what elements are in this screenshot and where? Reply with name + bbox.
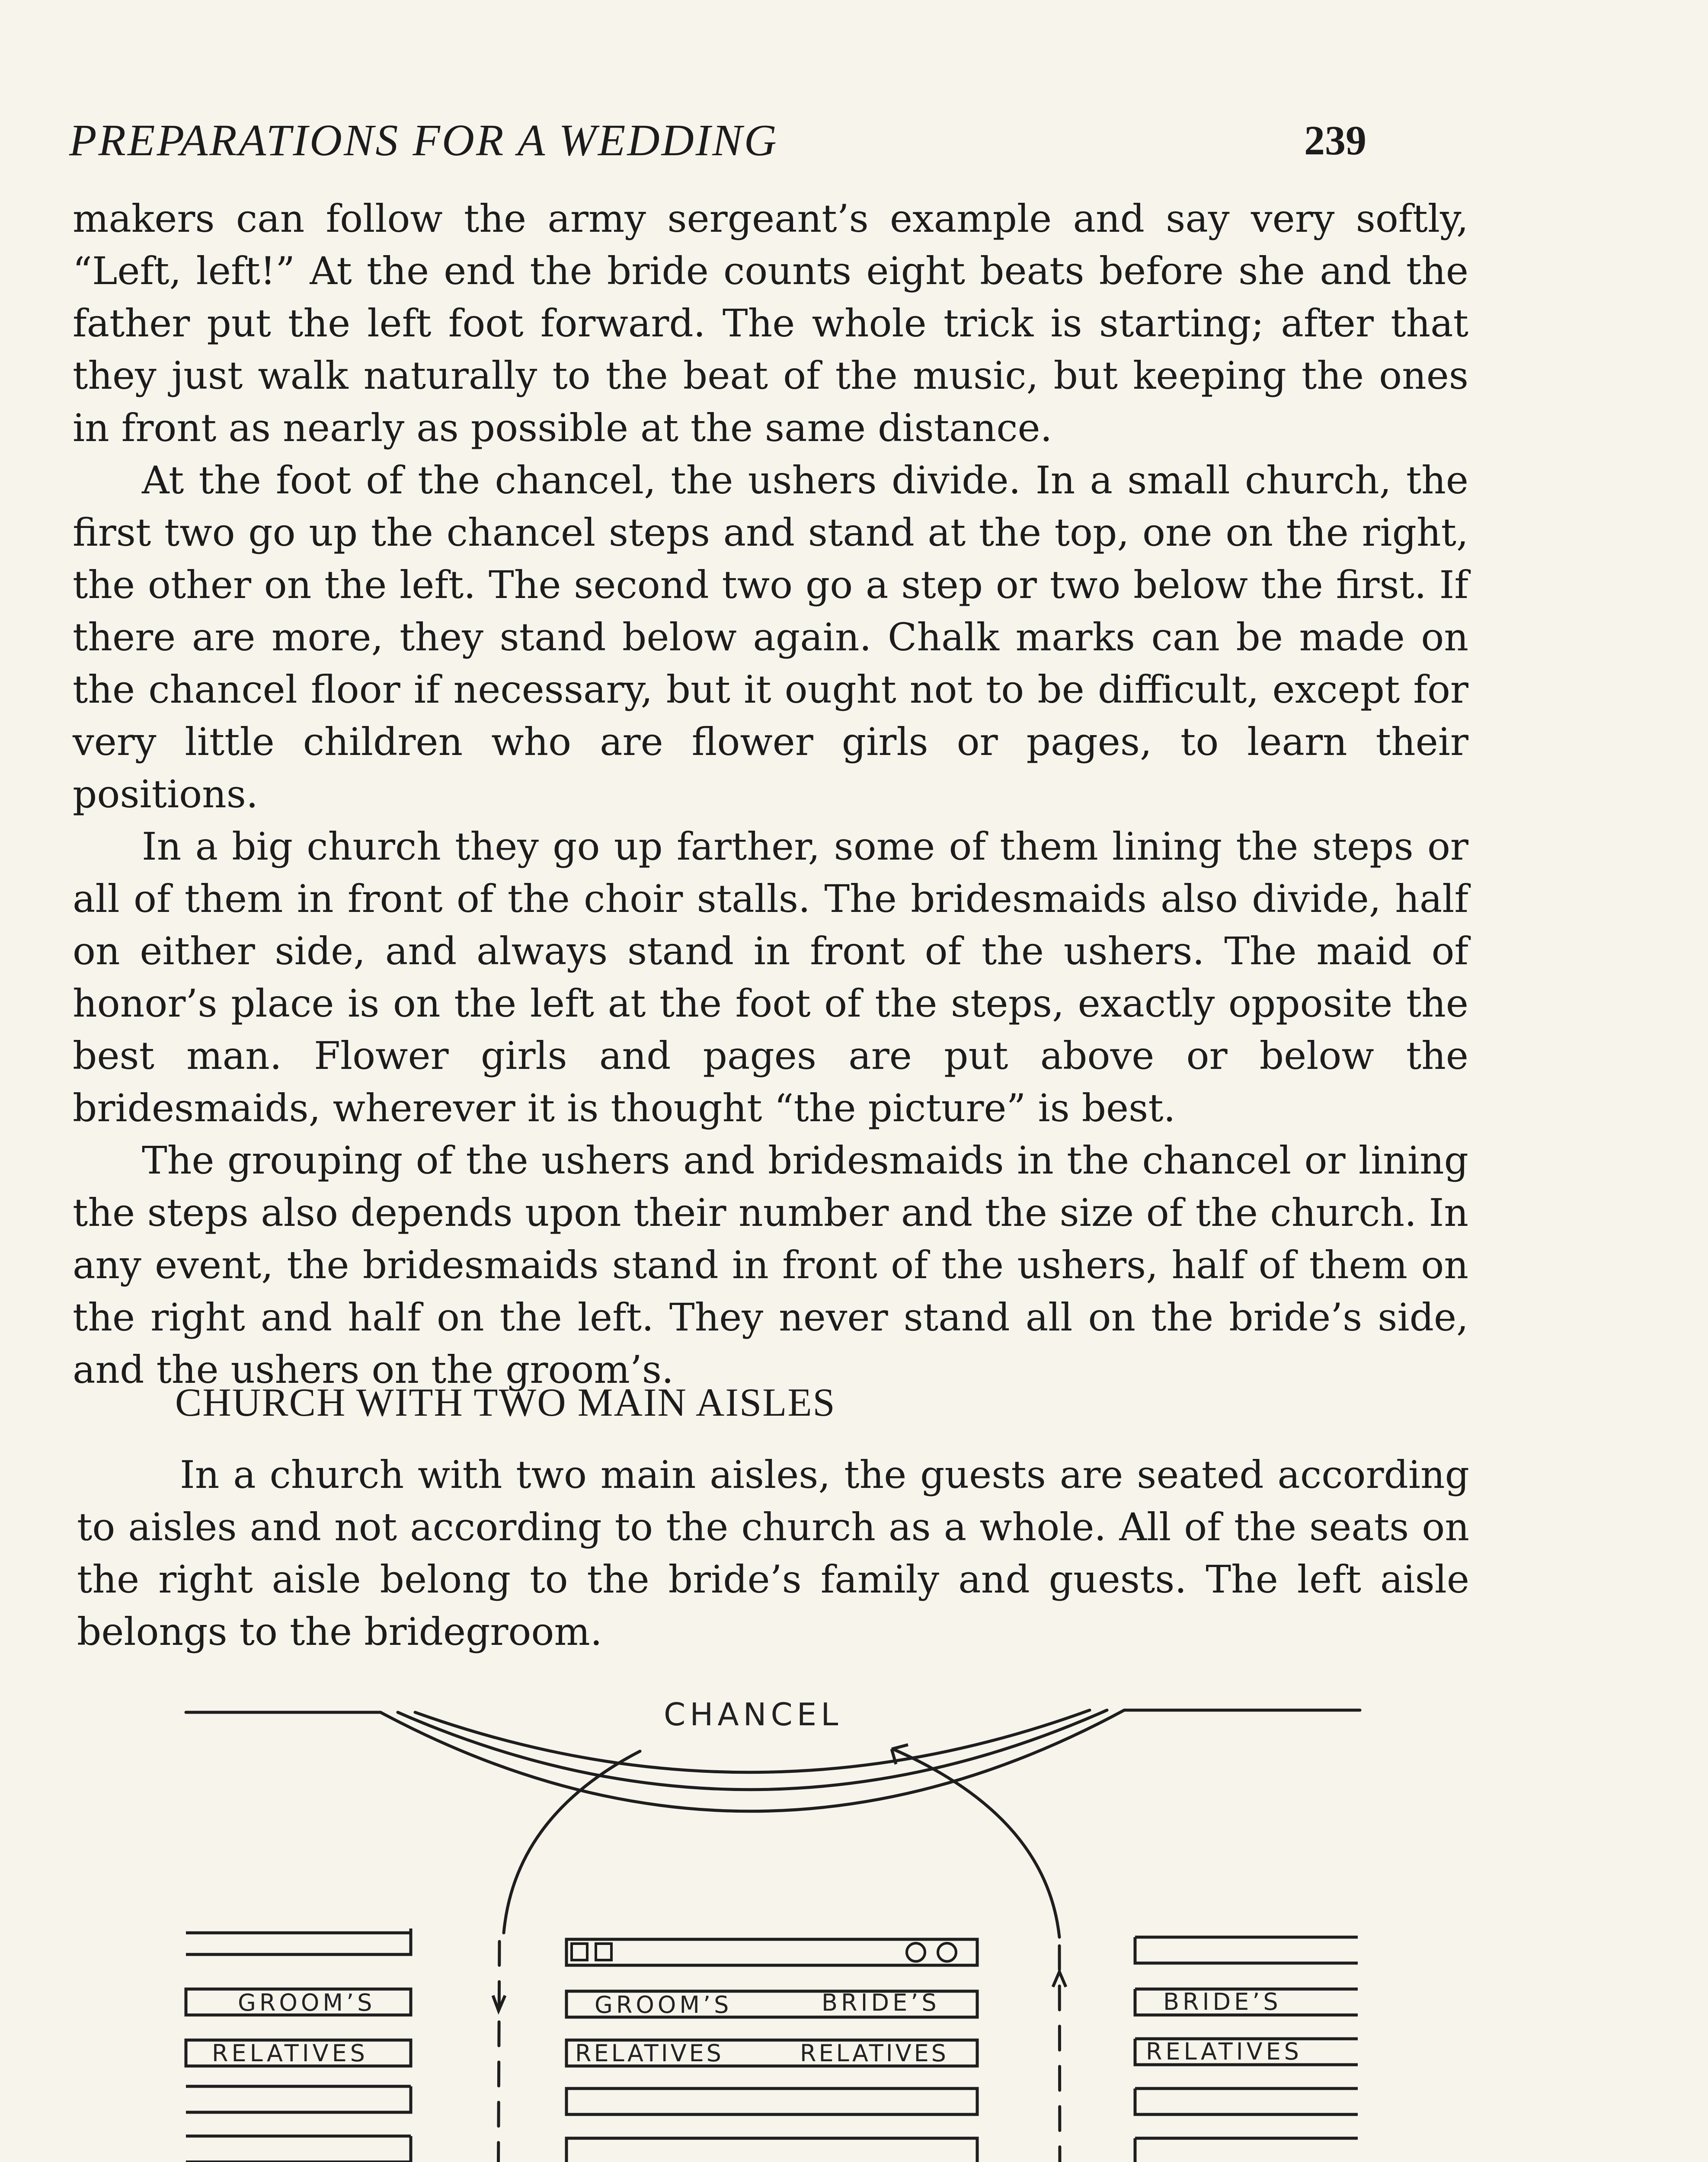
page-number: 239 <box>1304 117 1366 163</box>
right-pew-label-2: RELATIVES <box>1146 2038 1302 2065</box>
paragraph: In a church with two main aisles, the guests are seated according to aisles and not according to the church as a whole. All of the seats on the right aisle belong to the bride’s family and guests. The left aisle belongs to the bridegroom. <box>77 1452 1469 1654</box>
paragraph: makers can follow the army sergeant’s example and say very softly, “Left, left!” At the end the bride counts eight beats before she and the father put the left foot forward. The whole trick is starting; after that they just walk naturally to the beat of the music, but keeping the ones in front as nearly as possible at the same distance. <box>73 196 1468 450</box>
aisle-right <box>1059 1946 1060 2162</box>
body-text <box>73 192 1468 1396</box>
groom-parents-square-icon <box>572 1944 611 1960</box>
running-head: PREPARATIONS FOR A WEDDING <box>69 115 778 165</box>
paragraph: At the foot of the chancel, the ushers divide. In a small church, the first two go up the chancel steps and stand at the top, one on the right, the other on the left. The second two go a step or two below the first. If there are more, they stand below again. Chalk marks can be made on the chancel floor if necessary, but it ought not to be difficult, except for very little children who are flower girls or pages, to learn their positions. <box>73 458 1468 816</box>
section-heading: CHURCH WITH TWO MAIN AISLES <box>175 1380 836 1424</box>
church-seating-diagram <box>0 1686 1708 2162</box>
right-pew-label-1: BRIDE’S <box>1163 1988 1282 2015</box>
aisle-left <box>497 1941 499 2162</box>
paragraph: The grouping of the ushers and bridesmaids in the chancel or lining the steps also depends upon their number and the size of the church. In any event, the bridesmaids stand in front of the ushers, half of them on the right and half on the left. They never stand all on the bride’s side, and the ushers on the groom’s. <box>73 1138 1468 1392</box>
section-text <box>77 1449 1469 1658</box>
paragraph: In a big church they go up farther, some of them lining the steps or all of them in front of the choir stalls. The bridesmaids also divide, half on either side, and always stand in front of the ushers. The maid of honor’s place is on the left at the foot of the steps, exactly opposite the best man. Flower girls and pages are put above or below the bridesmaids, wherever it is thought “the picture” is best. <box>73 824 1468 1130</box>
left-pew-label-1: GROOM’S <box>238 1989 376 2016</box>
center-pew-groom-label-2: RELATIVES <box>575 2040 724 2067</box>
page-header <box>69 108 1366 173</box>
chancel-label: CHANCEL <box>664 1696 843 1733</box>
processional-path-right <box>893 1749 1059 1937</box>
center-pew-bride-label-2: RELATIVES <box>800 2040 949 2067</box>
left-pew-label-2: RELATIVES <box>212 2040 368 2067</box>
center-pew-bride-label-1: BRIDE’S <box>822 1989 940 2016</box>
center-pew-groom-label-1: GROOM’S <box>595 1991 732 2018</box>
bride-parents-circle-icon <box>907 1943 956 1961</box>
